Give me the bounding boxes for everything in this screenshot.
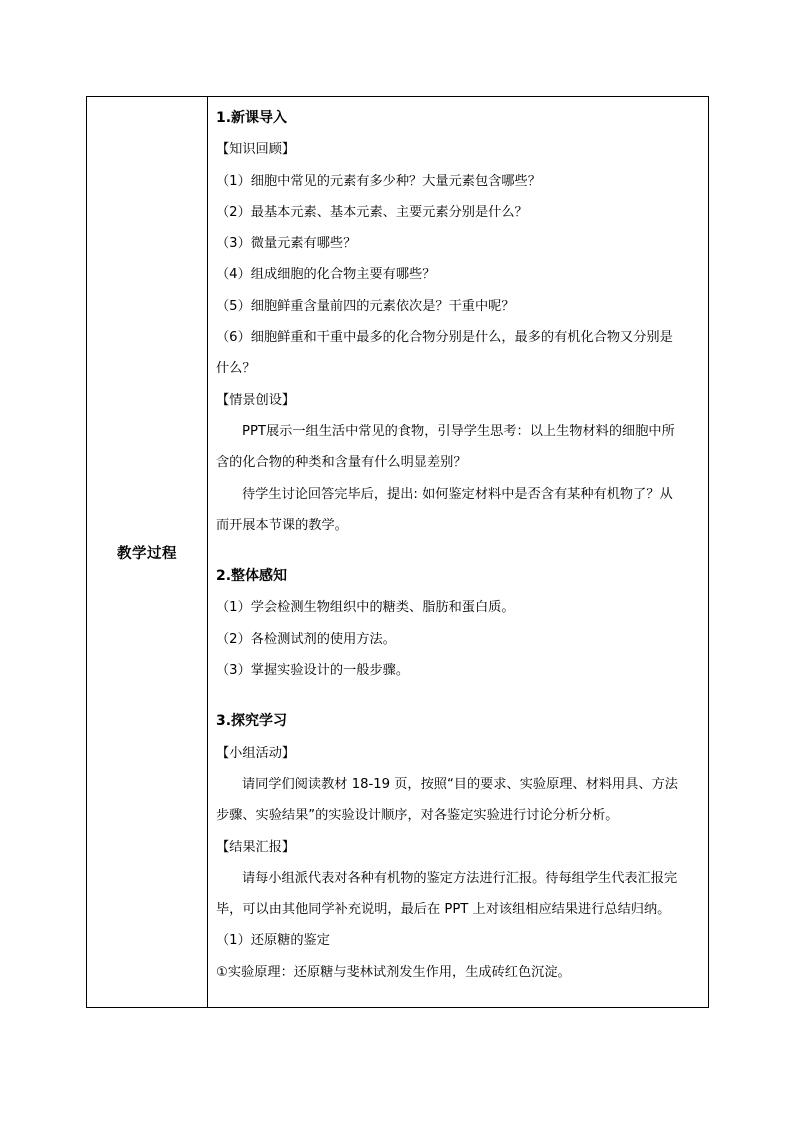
overview-item: （1）学会检测生物组织中的糖类、脂肪和蛋白质。 — [216, 600, 515, 616]
paragraph-line: 而开展本节课的教学。 — [216, 517, 348, 533]
group-activity-tag: 【小组活动】 — [216, 745, 296, 761]
review-question: （5）细胞鲜重含量前四的元素依次是？干重中呢？ — [216, 298, 515, 314]
table-row — [87, 97, 709, 1008]
knowledge-review-tag: 【知识回顾】 — [216, 142, 296, 158]
section-heading-new-lesson: 1.新课导入 — [216, 110, 288, 126]
section-spacer — [216, 541, 708, 561]
review-question: （1）细胞中常见的元素有多少种？大量元素包含哪些？ — [216, 173, 541, 189]
overview-item: （3）掌握实验设计的一般步骤。 — [216, 663, 410, 679]
review-question: （4）组成细胞的化合物主要有哪些？ — [216, 267, 436, 283]
paragraph-line: 步骤、实验结果”的实验设计顺序，对各鉴定实验进行讨论分析分析。 — [216, 808, 619, 824]
section-spacer — [216, 686, 708, 706]
paragraph-line: 毕，可以由其他同学补充说明，最后在 PPT 上对该组相应结果进行总结归纳。 — [216, 902, 671, 918]
paragraph-line: PPT展示一组生活中常见的食物，引导学生思考：以上生物材料的细胞中所 — [242, 423, 675, 439]
row-label: 教学过程 — [117, 545, 177, 562]
paragraph-line: 待学生讨论回答完毕后，提出: 如何鉴定材料中是否含有某种有机物了？从 — [242, 486, 673, 502]
paragraph-line: 含的化合物的种类和含量有什么明显差别？ — [216, 455, 467, 471]
review-question: （6）细胞鲜重和干重中最多的化合物分别是什么，最多的有机化合物又分别是 — [216, 330, 673, 346]
scenario-tag: 【情景创设】 — [216, 392, 296, 408]
lesson-plan-table — [86, 96, 709, 1008]
overview-item: （2）各检测试剂的使用方法。 — [216, 631, 396, 647]
paragraph-line: 请同学们阅读教材 18-19 页，按照“目的要求、实验原理、材料用具、方法 — [242, 776, 678, 792]
section-heading-inquiry: 3.探究学习 — [216, 713, 288, 730]
subsection-heading: （1）还原糖的鉴定 — [216, 933, 330, 949]
review-question-continuation: 什么？ — [216, 361, 256, 377]
row-content-cell — [208, 97, 709, 1008]
review-question: （3）微量元素有哪些？ — [216, 236, 357, 252]
result-report-tag: 【结果汇报】 — [216, 839, 296, 855]
section-heading-overview: 2.整体感知 — [216, 568, 288, 585]
row-label-cell — [87, 97, 208, 1008]
experiment-principle: ①实验原理：还原糖与斐林试剂发生作用，生成砖红色沉淀。 — [216, 964, 571, 980]
review-question: （2）最基本元素、基本元素、主要元素分别是什么？ — [216, 204, 528, 220]
paragraph-line: 请每小组派代表对各种有机物的鉴定方法进行汇报。待每组学生代表汇报完 — [242, 870, 678, 886]
